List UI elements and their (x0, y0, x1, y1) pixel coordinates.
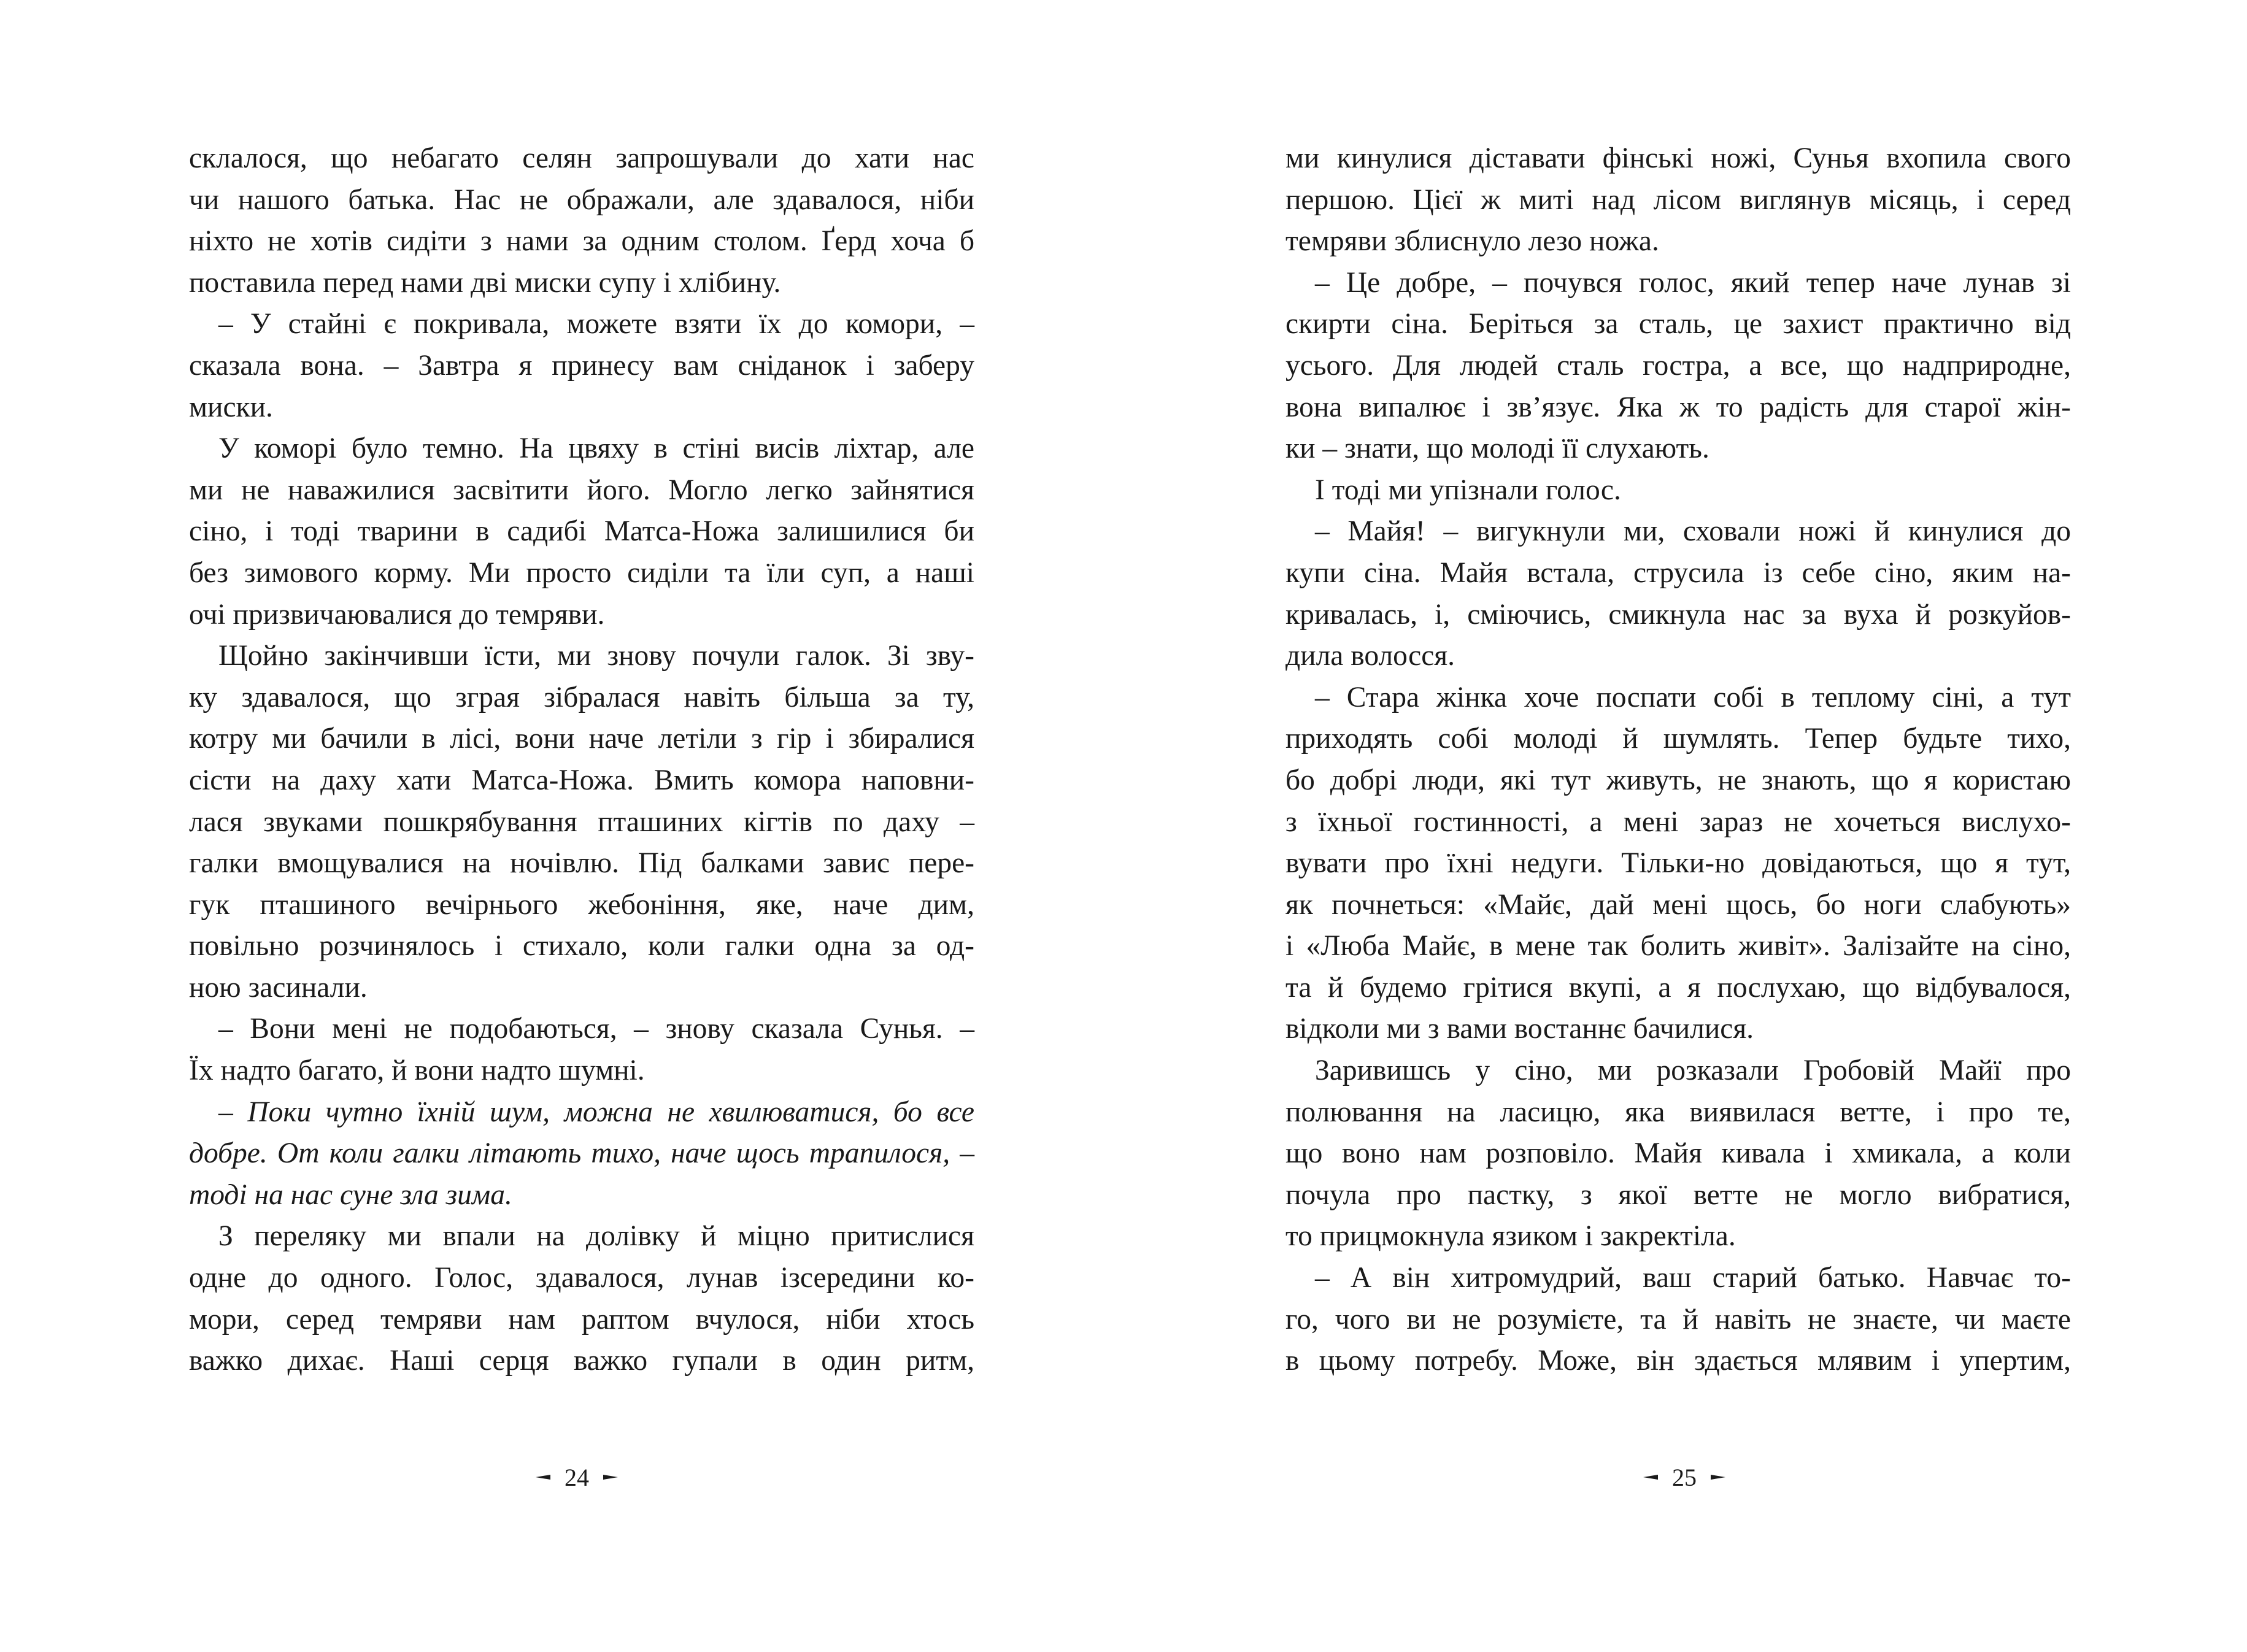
folio-ornament-right-icon (1710, 1469, 1726, 1485)
text-line: в цьому потребу. Може, він здається млявим і упертим, (1285, 1345, 2071, 1377)
text-line: – Поки чутно їхній шум, можна не хвилюватися, бо все (218, 1096, 974, 1128)
text-line: – А він хитромудрий, ваш старий батько. Навчає то- (1315, 1262, 2071, 1294)
text-line: І тоді ми упізнали голос. (1315, 474, 1621, 506)
text-line: ки – знати, що молоді її слухають. (1285, 432, 1709, 465)
text-line: У коморі було темно. На цвяху в стіні висів ліхтар, але (218, 432, 974, 465)
text-line: поставила перед нами дві миски супу і хлібину. (189, 266, 781, 299)
text-line: скирти сіна. Беріться за сталь, це захист практично від (1285, 308, 2071, 340)
text-line: миски. (189, 391, 273, 423)
text-line: як почнеться: «Майє, дай мені щось, бо ноги слабують» (1285, 888, 2071, 921)
text-line: усього. Для людей сталь гостра, а все, що надприродне, (1285, 349, 2071, 382)
text-line: почула про пастку, з якої ветте не могло вибратися, (1285, 1178, 2071, 1211)
text-line: вона випалює і зв’язує. Яка ж то радість для старої жін- (1285, 391, 2071, 423)
text-line: го, чого ви не розумієте, та й навіть не знаєте, чи маєте (1285, 1303, 2071, 1335)
text-line: очі призвичаювалися до темряви. (189, 598, 605, 631)
right-page-text (1285, 138, 2071, 1382)
text-line: купи сіна. Майя встала, струсила із себе сіно, яким на- (1285, 556, 2071, 589)
text-line: чи нашого батька. Нас не ображали, але здавалося, ніби (189, 183, 974, 216)
text-line: Заривишсь у сіно, ми розказали Гробовій Майї про (1315, 1055, 2071, 1087)
page-number-label: 24 (565, 1463, 589, 1491)
text-line: та й будемо грітися вкупі, а я послухаю, що відбувалося, (1285, 971, 2071, 1004)
text-line: ніхто не хотів сидіти з нами за одним столом. Ґерд хоча б (189, 225, 974, 258)
text-line: З переляку ми впали на долівку й міцно притислися (218, 1220, 974, 1253)
text-line: кривалась, і, сміючись, смикнула нас за вуха й розкуйов- (1285, 598, 2071, 631)
text-line: що воно нам розповіло. Майя кивала і хмикала, а коли (1285, 1137, 2071, 1170)
text-line: одне до одного. Голос, здавалося, лунав ізсередини ко- (189, 1262, 974, 1294)
left-page-text (189, 138, 974, 1382)
text-line: темряви зблиснуло лезо ножа. (1285, 225, 1659, 258)
text-line: приходять собі молоді й шумлять. Тепер будьте тихо, (1285, 723, 2071, 755)
text-line: Щойно закінчивши їсти, ми знову почули галок. Зі зву- (218, 640, 974, 672)
text-line: дила волосся. (1285, 640, 1455, 672)
text-line: – Вони мені не подобаються, – знову сказала Сунья. – (218, 1013, 974, 1045)
text-line: – Майя! – вигукнули ми, сховали ножі й кинулися до (1315, 515, 2071, 548)
text-line: сіно, і тоді тварини в садибі Матса-Ножа залишилися би (189, 515, 974, 548)
folio-ornament-left-icon (1643, 1469, 1659, 1485)
text-line: то прицмокнула язиком і закректіла. (1285, 1220, 1736, 1253)
text-line: сісти на даху хати Матса-Ножа. Вмить комора наповни- (189, 764, 974, 796)
text-line: мори, серед темряви нам раптом вчулося, ніби хтось (189, 1303, 974, 1335)
text-line: склалося, що небагато селян запрошували до хати нас (189, 142, 974, 174)
page-number-right (1611, 1459, 1758, 1496)
folio-ornament-left-icon (535, 1469, 551, 1485)
text-line: відколи ми з вами востаннє бачилися. (1285, 1013, 1754, 1045)
text-line: Їх надто багато, й вони надто шумні. (189, 1055, 645, 1087)
text-line: сказала вона. – Завтра я принесу вам сніданок і заберу (189, 349, 974, 382)
text-line: – Стара жінка хоче поспати собі в теплому сіні, а тут (1315, 681, 2071, 713)
text-line: ми не наважилися засвітити його. Могло легко зайнятися (189, 474, 974, 506)
folio-ornament-right-icon (603, 1469, 619, 1485)
text-line: ми кинулися діставати фінські ножі, Сунья вхопила свого (1285, 142, 2071, 174)
text-line: без зимового корму. Ми просто сиділи та їли суп, а наші (189, 556, 974, 589)
text-line: – У стайні є покривала, можете взяти їх до комори, – (218, 308, 974, 340)
text-line: важко дихає. Наші серця важко гупали в один ритм, (189, 1345, 974, 1377)
text-line: першою. Цієї ж миті над лісом виглянув місяць, і серед (1285, 183, 2071, 216)
text-line: лася звуками пошкрябування пташиних кігтів по даху – (189, 805, 974, 838)
text-line: ку здавалося, що зграя зібралася навіть більша за ту, (189, 681, 974, 713)
text-line: галки вмощувалися на ночівлю. Під балками завис пере- (189, 847, 974, 880)
text-line: з їхньої гостинності, а мені зараз не хочеться вислухо- (1285, 805, 2071, 838)
text-line: полювання на ласицю, яка виявилася ветте, і про те, (1285, 1096, 2071, 1128)
text-line: повільно розчинялось і стихало, коли галки одна за од- (189, 930, 974, 962)
text-line: бо добрі люди, які тут живуть, не знають, що я користаю (1285, 764, 2071, 796)
text-line: котру ми бачили в лісі, вони наче летіли з гір і збиралися (189, 723, 974, 755)
text-line: вувати про їхні недуги. Тільки-но довідаються, що я тут, (1285, 847, 2071, 880)
page-number-left (503, 1459, 650, 1496)
text-line: і «Люба Майє, в мене так болить живіт». Залізайте на сіно, (1285, 930, 2071, 962)
text-line: добре. От коли галки літають тихо, наче щось трапилося, – (189, 1137, 974, 1170)
text-line: тоді на нас суне зла зима. (189, 1178, 512, 1211)
text-line: гук пташиного вечірнього жебоніння, яке, наче дим, (189, 888, 974, 921)
page-number-label: 25 (1672, 1463, 1697, 1491)
text-line: – Це добре, – почувся голос, який тепер наче лунав зі (1315, 266, 2071, 299)
text-line: ною засинали. (189, 971, 368, 1004)
